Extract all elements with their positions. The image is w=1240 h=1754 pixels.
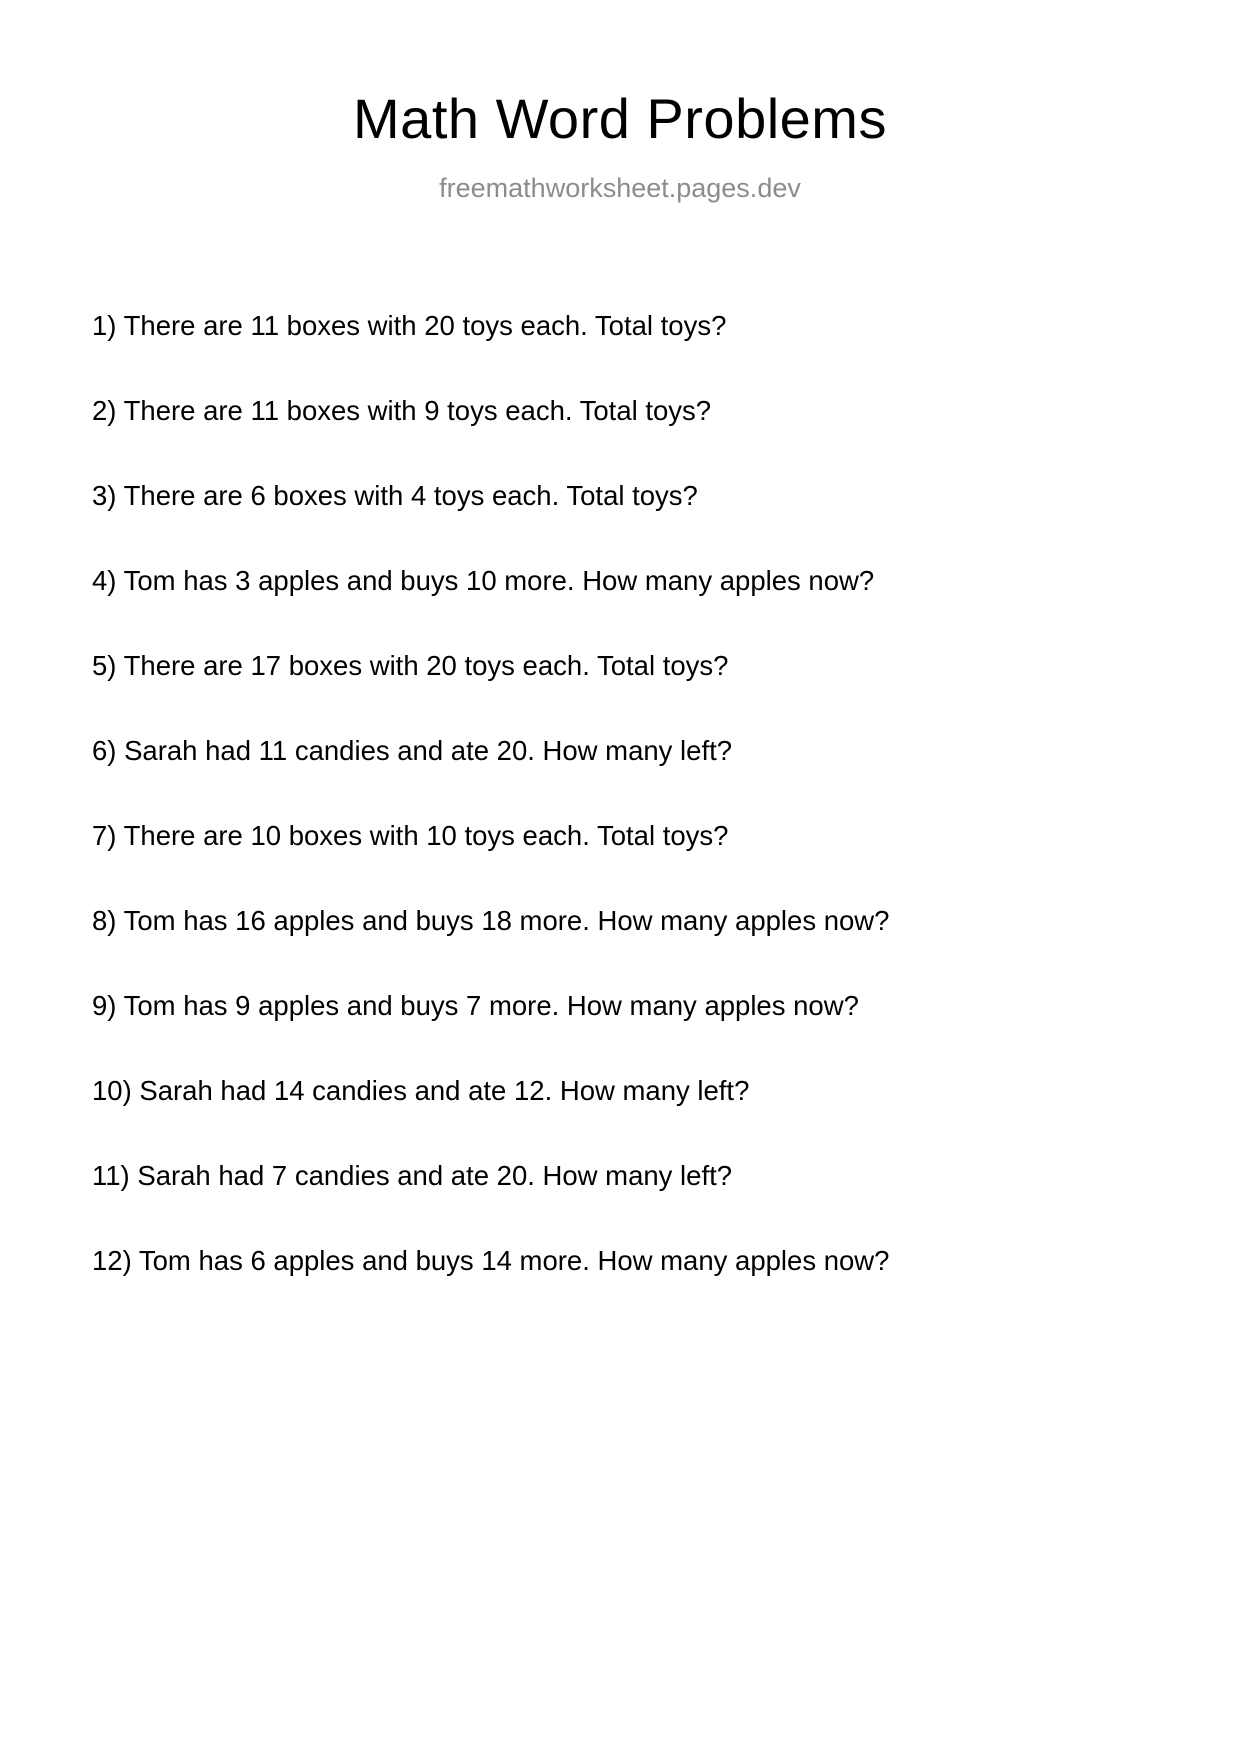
list-item: 5) There are 17 boxes with 20 toys each. Total toys? <box>92 649 729 681</box>
list-item: 4) Tom has 3 apples and buys 10 more. How many apples now? <box>92 564 875 596</box>
list-item: 11) Sarah had 7 candies and ate 20. How many left? <box>92 1159 733 1191</box>
list-item: 2) There are 11 boxes with 9 toys each. Total toys? <box>92 394 712 426</box>
page-title: Math Word Problems <box>353 87 887 150</box>
list-item: 8) Tom has 16 apples and buys 18 more. How many apples now? <box>92 904 890 936</box>
list-item: 3) There are 6 boxes with 4 toys each. Total toys? <box>92 479 698 511</box>
list-item: 12) Tom has 6 apples and buys 14 more. How many apples now? <box>92 1244 890 1276</box>
list-item: 10) Sarah had 14 candies and ate 12. How many left? <box>92 1074 750 1106</box>
list-item: 1) There are 11 boxes with 20 toys each. Total toys? <box>92 309 727 341</box>
site-url-subtitle: freemathworksheet.pages.dev <box>439 172 801 203</box>
list-item: 7) There are 10 boxes with 10 toys each. Total toys? <box>92 819 729 851</box>
list-item: 9) Tom has 9 apples and buys 7 more. How many apples now? <box>92 989 859 1021</box>
problem-list <box>0 204 1240 1277</box>
list-item: 6) Sarah had 11 candies and ate 20. How many left? <box>92 734 733 766</box>
